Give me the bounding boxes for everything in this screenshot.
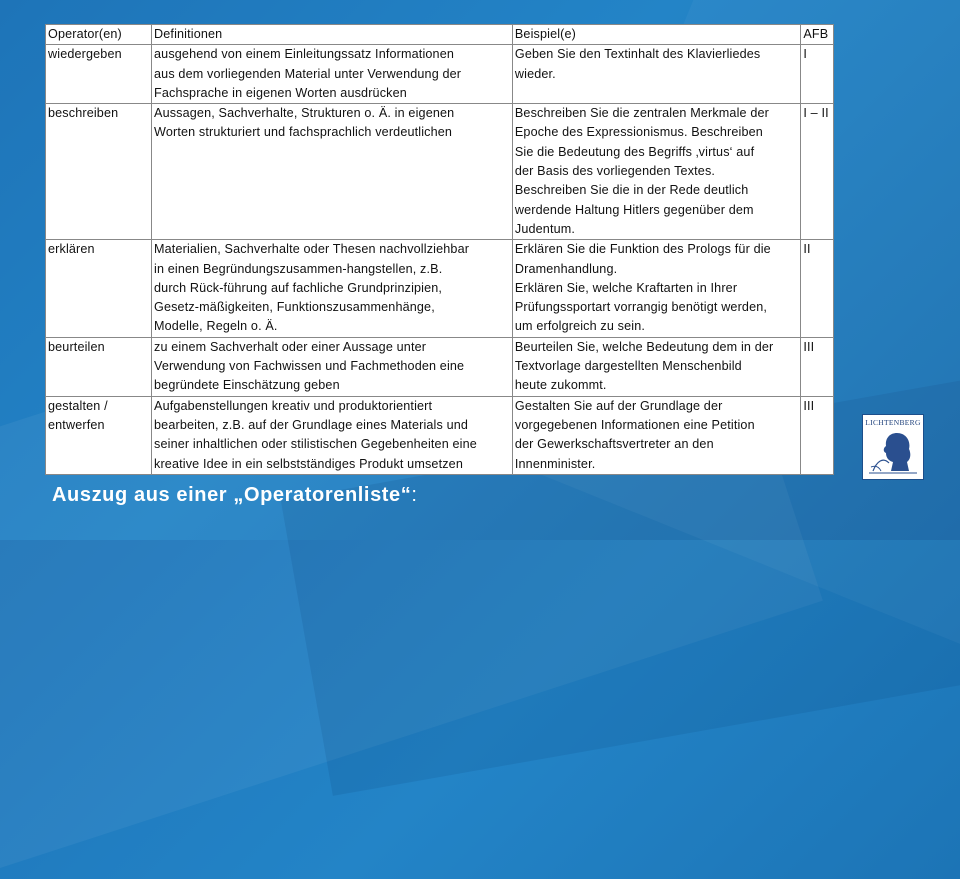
slide-title: [52, 484, 418, 507]
cell-example-line: Erklären Sie, welche Kraftarten in Ihrer: [514, 280, 738, 295]
cell-definition-line: Fachsprache in eigenen Worten ausdrücken: [154, 85, 407, 100]
cell-definition-line: Worten strukturiert und fachsprachlich verdeutlichen: [154, 125, 453, 140]
table-row: [46, 104, 834, 240]
cell-definition-line: in einen Begründungszusammen-hangstellen, z.B.: [154, 261, 443, 276]
cell-afb: [801, 240, 834, 337]
cell-afb: [801, 396, 834, 474]
cell-afb-line: I – II: [803, 106, 829, 121]
cell-definition-line: kreative Idee in ein selbstständiges Produkt umsetzen: [154, 456, 463, 471]
cell-definition-line: aus dem vorliegenden Material unter Verwendung der: [154, 66, 462, 81]
cell-example-line: der Basis des vorliegenden Textes.: [514, 164, 716, 179]
cell-afb-line: I: [803, 47, 808, 62]
header-operator: Operator(en): [46, 25, 152, 45]
cell-afb-line: III: [803, 398, 815, 413]
cell-afb: [801, 104, 834, 240]
cell-operator: [46, 240, 152, 337]
cell-example-line: um erfolgreich zu sein.: [514, 319, 646, 334]
cell-definition: [152, 45, 513, 104]
cell-example-line: heute zukommt.: [514, 378, 607, 393]
table-row: [46, 45, 834, 104]
cell-operator: [46, 337, 152, 396]
header-afb: AFB: [801, 25, 834, 45]
cell-example-line: Judentum.: [514, 221, 576, 236]
table-body: [46, 45, 834, 475]
cell-example-line: werdende Haltung Hitlers gegenüber dem: [514, 202, 754, 217]
cell-definition-line: Gesetz-mäßigkeiten, Funktionszusammenhänge,: [154, 300, 435, 315]
table-row: [46, 240, 834, 337]
cell-example-line: Dramenhandlung.: [514, 261, 618, 276]
cell-afb-line: II: [803, 242, 811, 257]
cell-example-line: Beschreiben Sie die in der Rede deutlich: [514, 183, 749, 198]
cell-example: [512, 396, 800, 474]
cell-example-line: Beurteilen Sie, welche Bedeutung dem in der: [514, 339, 774, 354]
header-definition: Definitionen: [152, 25, 513, 45]
cell-definition-line: Aufgabenstellungen kreativ und produktorientiert: [154, 398, 433, 413]
cell-example: [512, 240, 800, 337]
cell-example: [512, 104, 800, 240]
logo-text: LICHTENBERG: [865, 418, 921, 427]
table-row: [46, 396, 834, 474]
cell-definition: [152, 396, 513, 474]
cell-definition: [152, 337, 513, 396]
cell-afb-line: III: [803, 339, 815, 354]
cell-example-line: Erklären Sie die Funktion des Prologs für die: [514, 242, 771, 257]
cell-operator: [46, 396, 152, 474]
slide-title-suffix: :: [411, 484, 418, 506]
cell-operator-line: entwerfen: [48, 417, 105, 432]
cell-definition-line: seiner inhaltlichen oder stilistischen Gegebenheiten eine: [154, 437, 477, 452]
cell-example-line: der Gewerkschaftsvertreter an den: [514, 437, 714, 452]
cell-definition-line: durch Rück-führung auf fachliche Grundprinzipien,: [154, 280, 443, 295]
cell-definition-line: Modelle, Regeln o. Ä.: [154, 319, 278, 334]
cell-afb: [801, 337, 834, 396]
cell-afb: [801, 45, 834, 104]
cell-example-line: Textvorlage dargestellten Menschenbild: [514, 359, 742, 374]
cell-definition-line: begründete Einschätzung geben: [154, 378, 340, 393]
lichtenberg-logo: [862, 414, 924, 480]
table-header-row: [46, 25, 834, 45]
cell-definition-line: Aussagen, Sachverhalte, Strukturen o. Ä. in eigenen: [154, 106, 455, 121]
cell-definition-line: zu einem Sachverhalt oder einer Aussage unter: [154, 339, 427, 354]
slide-title-main: Auszug aus einer „Operatorenliste“: [52, 484, 412, 506]
cell-definition-line: bearbeiten, z.B. auf der Grundlage eines Materials und: [154, 417, 469, 432]
cell-example-line: Innenminister.: [514, 456, 596, 471]
cell-example-line: Sie die Bedeutung des Begriffs ‚virtus‘ auf: [514, 144, 755, 159]
cell-operator-line: wiedergeben: [48, 47, 122, 62]
cell-operator-line: beschreiben: [48, 106, 119, 121]
cell-operator-line: erklären: [48, 242, 95, 257]
cell-example: [512, 45, 800, 104]
cell-example: [512, 337, 800, 396]
header-example: Beispiel(e): [512, 25, 800, 45]
cell-example-line: Gestalten Sie auf der Grundlage der: [514, 398, 723, 413]
cell-definition-line: ausgehend von einem Einleitungssatz Informationen: [154, 47, 455, 62]
cell-operator-line: beurteilen: [48, 339, 105, 354]
portrait-icon: [867, 427, 919, 475]
cell-operator: [46, 104, 152, 240]
cell-definition: [152, 240, 513, 337]
operator-table: [45, 24, 834, 475]
cell-example-line: Beschreiben Sie die zentralen Merkmale der: [514, 106, 769, 121]
cell-definition-line: Materialien, Sachverhalte oder Thesen nachvollziehbar: [154, 242, 470, 257]
table-row: [46, 337, 834, 396]
cell-definition: [152, 104, 513, 240]
cell-example-line: Geben Sie den Textinhalt des Klavierliedes: [514, 47, 761, 62]
cell-operator-line: gestalten /: [48, 398, 108, 413]
cell-example-line: wieder.: [514, 66, 556, 81]
cell-definition-line: Verwendung von Fachwissen und Fachmethoden eine: [154, 359, 465, 374]
cell-example-line: vorgegebenen Informationen eine Petition: [514, 417, 755, 432]
cell-example-line: Epoche des Expressionismus. Beschreiben: [514, 125, 763, 140]
cell-operator: [46, 45, 152, 104]
cell-example-line: Prüfungssportart vorrangig benötigt werden,: [514, 300, 768, 315]
